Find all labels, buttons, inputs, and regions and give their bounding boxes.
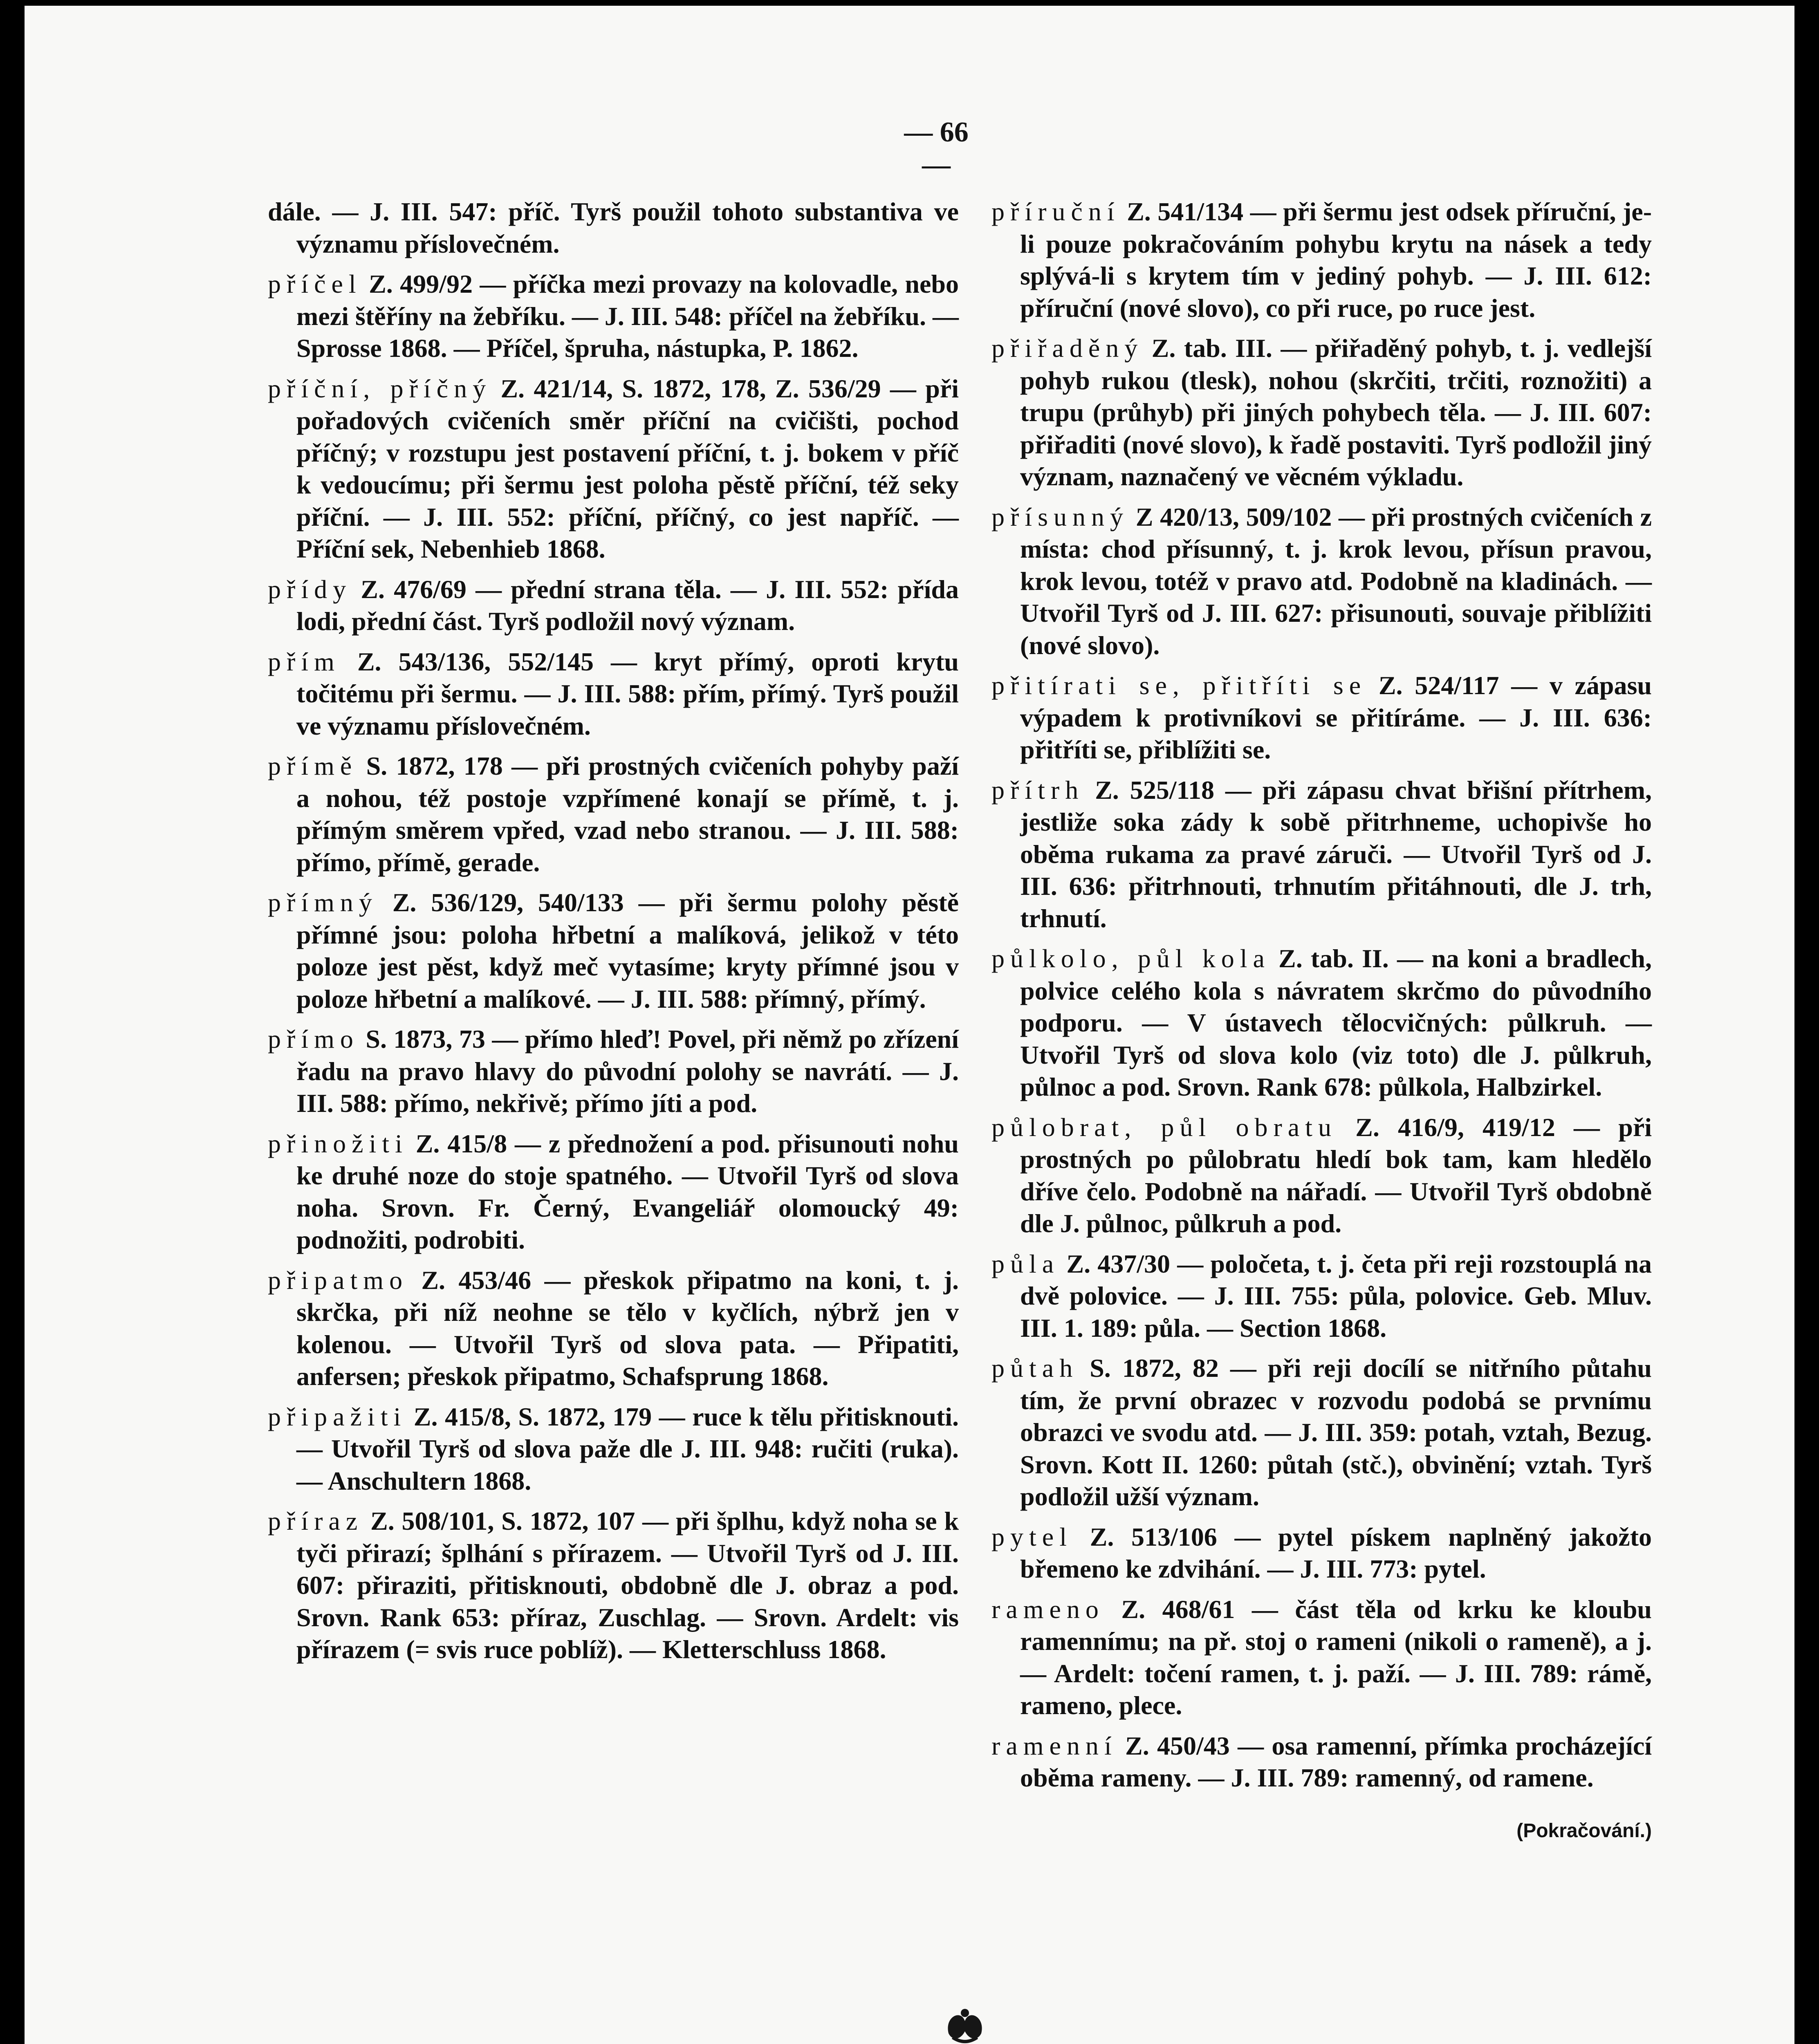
entry-headword: pytel bbox=[991, 1522, 1072, 1551]
dictionary-entry bbox=[268, 887, 959, 1015]
entry-text: S. 1872, 178 — při prostných cvičeních pohyby paží a nohou, též postoje vzpřímené konají se přímě, t. j. přímým směrem vpřed, vzad nebo stranou. — J. III. 588: přímo, přímě, gerade. bbox=[296, 751, 959, 877]
entry-text: Z. 450/43 — osa ramenní, přímka procházející oběma rameny. — J. III. 789: ramenný, od ramene. bbox=[1020, 1731, 1652, 1792]
paper-sheet bbox=[25, 6, 1794, 2044]
entry-text: Z. tab. II. — na koni a bradlech, polvice celého kola s návratem skrčmo do původního podporu. — V ústavech tělocvičných: půlkruh. — Utvořil Tyrš od slova kolo (viz toto) dle J. půlkruh, půlnoc a pod. Srovn. Rank 678: půlkola, Halbzirkel. bbox=[1020, 944, 1652, 1101]
entry-headword: rameno bbox=[991, 1594, 1104, 1624]
entry-headword: půlkolo, půl kola bbox=[991, 944, 1270, 973]
dictionary-entry bbox=[268, 1264, 959, 1393]
right-column bbox=[991, 196, 1652, 1842]
entry-text: S. 1872, 82 — při reji docílí se nitřního půtahu tím, že první obrazec v rozvodu podobá se prvnímu obrazci ve svodu atd. — J. III. 359: potah, vztah, Bezug. Srovn. Kott II. 1260: půtah (stč.), obvinění; vztah. Tyrš podložil užší význam. bbox=[1020, 1354, 1652, 1511]
dictionary-entry bbox=[991, 501, 1652, 662]
dictionary-entry bbox=[991, 1521, 1652, 1585]
dictionary-entry bbox=[268, 196, 959, 260]
entry-text: Z 420/13, 509/102 — při prostných cvičeních z místa: chod přísunný, t. j. krok levou, přísun pravou, krok levou, totéž v pravo atd. Podobně na kladinách. — Utvořil Tyrš od J. III. 627: přisunouti, souvaje přiblížiti (nové slovo). bbox=[1020, 502, 1652, 660]
entry-text: S. 1873, 73 — přímo hleď! Povel, při němž po zřízení řadu na pravo hlavy do původní polohy se navrátí. — J. III. 588: přímo, nekřivě; přímo jíti a pod. bbox=[296, 1024, 959, 1118]
entry-text: Z. 499/92 — příčka mezi provazy na kolovadle, nebo mezi štěříny na žebříku. — J. III. 548: příčel na žebříku. — Sprosse 1868. — Příčel, špruha, nástupka, P. 1862. bbox=[296, 269, 959, 363]
dictionary-entry bbox=[268, 646, 959, 742]
dictionary-entry bbox=[991, 196, 1652, 324]
dictionary-entry bbox=[268, 1023, 959, 1120]
entry-headword: připažiti bbox=[268, 1402, 407, 1431]
dictionary-entry bbox=[268, 574, 959, 638]
dictionary-entry bbox=[268, 1401, 959, 1497]
entry-headword: příčel bbox=[268, 269, 362, 298]
entry-headword: připatmo bbox=[268, 1265, 408, 1295]
entry-text: Z. 536/129, 540/133 — při šermu polohy pěstě přímné jsou: poloha hřbetní a malíková, jelikož v této poloze jest pěst, když meč vytasíme; kryty přímné jsou v poloze hřbetní a malíkové. — J. III. 588: přímný, přímý. bbox=[296, 888, 959, 1013]
dictionary-entry bbox=[268, 373, 959, 565]
entry-text: Z. tab. III. — přiřaděný pohyb, t. j. vedlejší pohyb rukou (tlesk), nohou (skrčiti, trčiti, roznožiti) a trupu (průhyb) při jiných pohybech těla. — J. III. 607: přiřaditi (nové slovo), k řadě postaviti. Tyrš podložil jiný význam, naznačený ve věcném výkladu. bbox=[1020, 334, 1652, 491]
dictionary-entry bbox=[268, 268, 959, 365]
dictionary-entry bbox=[991, 1248, 1652, 1345]
entry-text: Z. 513/106 — pytel pískem naplněný jakožto břemeno ke zdvihání. — J. III. 773: pytel. bbox=[1020, 1522, 1652, 1583]
entry-headword: příruční bbox=[991, 197, 1120, 226]
entry-text: Z. 543/136, 552/145 — kryt přímý, oproti krytu točitému při šermu. — J. III. 588: přím, přímý. Tyrš použil ve významu příslovečném. bbox=[296, 647, 959, 740]
left-column bbox=[268, 196, 959, 1674]
entry-headword: přítrh bbox=[991, 775, 1084, 805]
dictionary-entry bbox=[991, 774, 1652, 935]
entry-headword: půlobrat, půl obratu bbox=[991, 1112, 1337, 1142]
entry-headword: půtah bbox=[991, 1354, 1079, 1383]
entry-text: Z. 453/46 — přeskok připatmo na koni, t. j. skrčka, při níž neohne se tělo v kyčlích, nýbrž jen v kolenou. — Utvořil Tyrš od slova pata. — Připatiti, anfersen; přeskok připatmo, Schafsprung 1868. bbox=[296, 1265, 959, 1391]
page-number: — 66 — bbox=[904, 117, 969, 181]
entry-headword: půla bbox=[991, 1249, 1060, 1278]
entry-text: Z. 415/8 — z přednožení a pod. přisunouti nohu ke druhé noze do stoje spatného. — Utvořil Tyrš od slova noha. Srovn. Fr. Černý, Evangeliář olomoucký 49: podnožiti, podrobiti. bbox=[296, 1129, 959, 1254]
dictionary-entry bbox=[991, 332, 1652, 493]
entry-headword: přiřaděný bbox=[991, 334, 1144, 363]
entry-headword: přísunný bbox=[991, 502, 1129, 531]
entry-text: Z. 508/101, S. 1872, 107 — při šplhu, když noha se k tyči přirazí; šplhání s přírazem. — Utvořil Tyrš od J. III. 607: přiraziti, přitisknouti, obdobně dle J. obraz a pod. Srovn. Rank 653: příraz, Zuschlag. — Srovn. Ardelt: vis přírazem (= svis ruce poblíž). — Kletterschluss 1868. bbox=[296, 1506, 959, 1664]
dictionary-entry bbox=[991, 1112, 1652, 1240]
dictionary-entry bbox=[991, 943, 1652, 1103]
entry-text: Z. 541/134 — při šermu jest odsek příruční, je-li pouze pokračováním pohybu krytu na násek a tedy splývá-li s krytem tím v jediný pohyb. — J. III. 612: příruční (nové slovo), co při ruce, po ruce jest. bbox=[1020, 197, 1652, 323]
entry-headword: přím bbox=[268, 647, 340, 676]
entry-headword: přídy bbox=[268, 574, 352, 604]
entry-text: Z. 468/61 — část těla od krku ke kloubu ramennímu; na př. stoj o rameni (nikoli o rameně), a j. — Ardelt: točení ramen, t. j. paží. — J. III. 789: rámě, rameno, plece. bbox=[1020, 1594, 1652, 1720]
entry-text: Z. 437/30 — poločeta, t. j. četa při reji rozstouplá na dvě polovice. — J. III. 755: půla, polovice. Geb. Mluv. III. 1. 189: půla. — Section 1868. bbox=[1020, 1249, 1652, 1342]
entry-headword: přímo bbox=[268, 1024, 359, 1053]
entry-text: Z. 476/69 — přední strana těla. — J. III. 552: přída lodi, přední část. Tyrš podložil nový význam. bbox=[296, 574, 959, 636]
entry-headword: příční, příčný bbox=[268, 374, 492, 403]
entry-headword: přitírati se, přitříti se bbox=[991, 671, 1367, 700]
entry-headword: přinožiti bbox=[268, 1129, 408, 1158]
dictionary-entry bbox=[268, 1505, 959, 1666]
dictionary-entry bbox=[991, 670, 1652, 766]
entry-text: Z. 421/14, S. 1872, 178, Z. 536/29 — při pořadových cvičeních směr příční na cvičišti, pochod příčný; v rozstupu jest postavení příční, t. j. bokem v příč k vedoucímu; při šermu jest poloha pěstě příční, též seky příční. — J. III. 552: příční, příčný, co jest napříč. — Příční sek, Nebenhieb 1868. bbox=[296, 374, 959, 563]
entry-text: Z. 524/117 — v zápasu výpadem k protivníkovi se přitíráme. — J. III. 636: přitříti se, přiblížiti se. bbox=[1020, 671, 1652, 764]
entry-headword: příraz bbox=[268, 1506, 363, 1535]
entry-text: Z. 416/9, 419/12 — při prostných po půlobratu hledí bok tam, kam hledělo dříve čelo. Podobně na nářadí. — Utvořil Tyrš obdobně dle J. půlnoc, půlkruh a pod. bbox=[1020, 1112, 1652, 1238]
entry-headword: přímný bbox=[268, 888, 378, 917]
dictionary-entry bbox=[991, 1730, 1652, 1794]
entry-text: dále. — J. III. 547: příč. Tyrš použil tohoto substantiva ve významu příslovečném. bbox=[268, 197, 959, 258]
continued-note: (Pokračování.) bbox=[1516, 1820, 1652, 1842]
fleuron-icon bbox=[940, 2001, 989, 2044]
entry-text: Z. 415/8, S. 1872, 179 — ruce k tělu přitisknouti. — Utvořil Tyrš od slova paže dle J. III. 948: ručiti (ruka). — Anschultern 1868. bbox=[296, 1402, 959, 1495]
entry-headword: ramenní bbox=[991, 1731, 1117, 1760]
dictionary-entry bbox=[268, 750, 959, 879]
dictionary-entry bbox=[268, 1128, 959, 1256]
dictionary-entry bbox=[991, 1594, 1652, 1722]
dictionary-entry bbox=[991, 1352, 1652, 1513]
entry-headword: přímě bbox=[268, 751, 358, 780]
entry-text: Z. 525/118 — při zápasu chvat břišní přítrhem, jestliže soka zády k sobě přitrhneme, uchopivše ho oběma rukama za pravé záruči. — Utvořil Tyrš od J. III. 636: přitrhnouti, trhnutím přitáhnouti, dle J. trh, trhnutí. bbox=[1020, 775, 1652, 933]
